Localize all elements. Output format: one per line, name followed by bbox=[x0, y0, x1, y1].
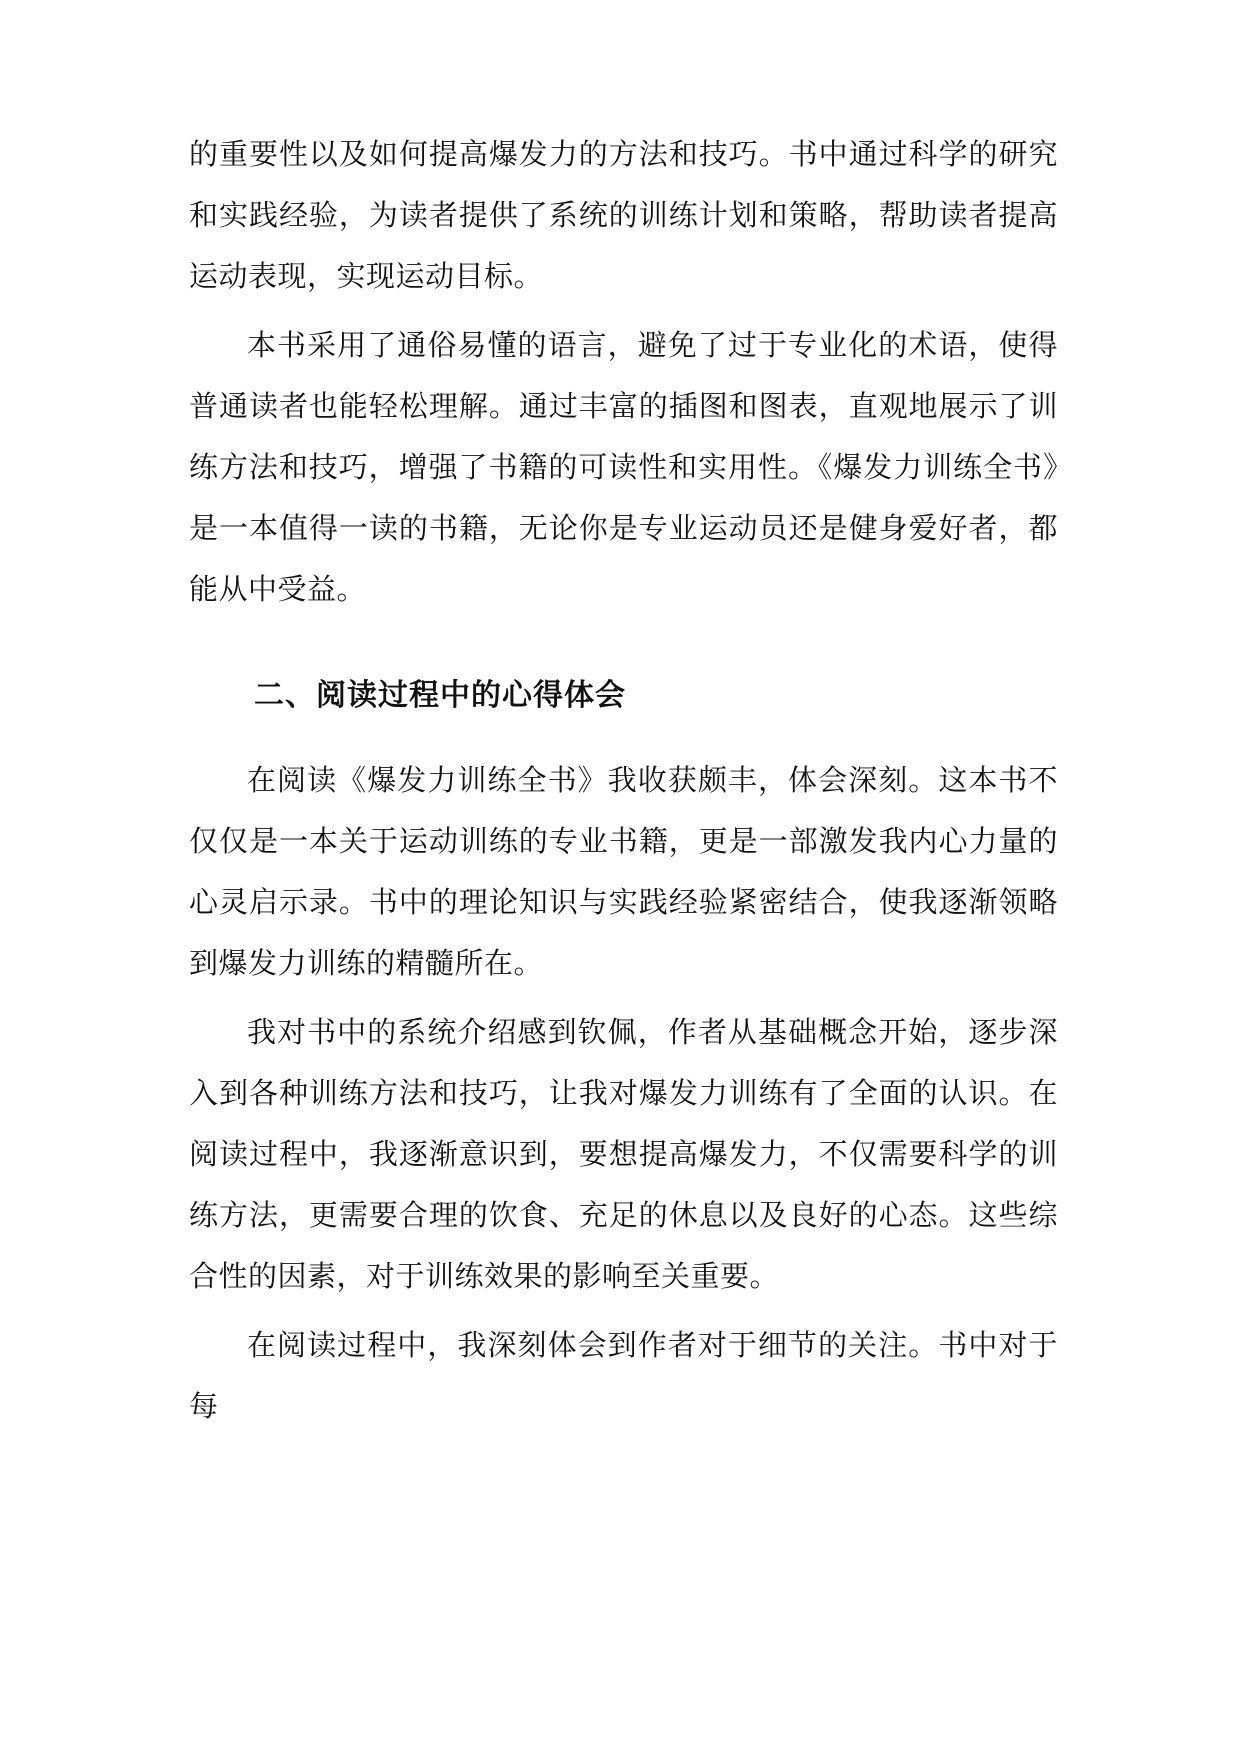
paragraph-2: 本书采用了通俗易懂的语言，避免了过于专业化的术语，使得普通读者也能轻松理解。通过丰富的插图和图表，直观地展示了训练方法和技巧，增强了书籍的可读性和实用性。《爆发力训练全书》是一本值得一读的书籍，无论你是专业运动员还是健身爱好者，都能从中受益。 bbox=[189, 328, 1058, 606]
document-page bbox=[189, 124, 1058, 1445]
paragraph-3: 在阅读《爆发力训练全书》我收获颇丰，体会深刻。这本书不仅仅是一本关于运动训练的专业书籍，更是一部激发我内心力量的心灵启示录。书中的理论知识与实践经验紧密结合，使我逐渐领略到爆发力训练的精髓所在。 bbox=[189, 763, 1058, 980]
paragraph-1: 的重要性以及如何提高爆发力的方法和技巧。书中通过科学的研究和实践经验，为读者提供了系统的训练计划和策略，帮助读者提高运动表现，实现运动目标。 bbox=[189, 137, 1058, 293]
paragraph-5: 在阅读过程中，我深刻体会到作者对于细节的关注。书中对于每 bbox=[189, 1328, 1058, 1423]
paragraph-4: 我对书中的系统介绍感到钦佩，作者从基础概念开始，逐步深入到各种训练方法和技巧，让我对爆发力训练有了全面的认识。在阅读过程中，我逐渐意识到，要想提高爆发力，不仅需要科学的训练方法，更需要合理的饮食、充足的休息以及良好的心态。这些综合性的因素，对于训练效果的影响至关重要。 bbox=[189, 1015, 1058, 1293]
section-heading: 二、阅读过程中的心得体会 bbox=[254, 678, 626, 713]
